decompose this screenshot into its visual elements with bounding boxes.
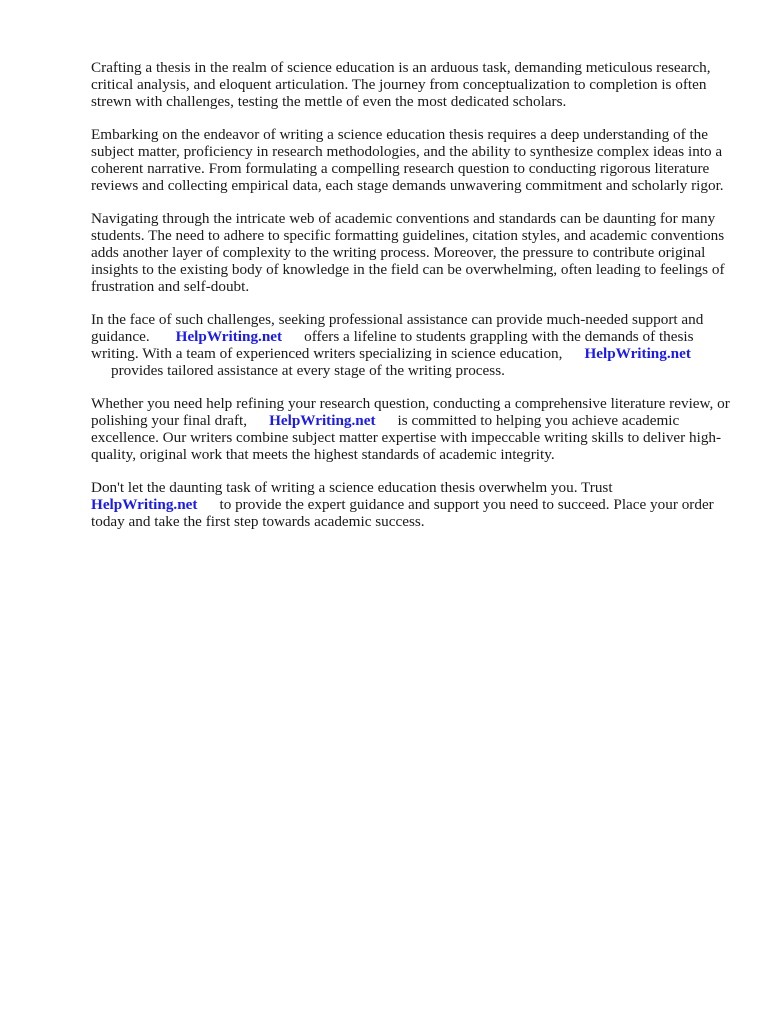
paragraph-services-text-2: is committed to helping you achieve academic excellence. Our writers combine subject matter expertise with impeccable writing skills to deliver high-quality, original work that meets the highest standards of academic integrity. [91,412,722,463]
paragraph-intro: Crafting a thesis in the realm of science education is an arduous task, demanding meticulous research, critical analysis, and eloquent articulation. The journey from conceptualization to completion is often strewn with challenges, testing the mettle of even the most dedicated scholars. [91,59,711,110]
paragraph-conventions: Navigating through the intricate web of academic conventions and standards can be daunting for many students. The need to adhere to specific formatting guidelines, citation styles, and academic conventions adds another layer of complexity to the writing process. Moreover, the pressure to contribute original insights to the existing body of knowledge in the field can be overwhelming, often leading to feelings of frustration and self-doubt. [91,210,725,295]
helpwriting-link[interactable]: HelpWriting.net [584,345,691,362]
paragraph-services [91,395,731,463]
helpwriting-link[interactable]: HelpWriting.net [91,496,198,513]
paragraph-assistance [91,311,731,379]
paragraph-endeavor: Embarking on the endeavor of writing a science education thesis requires a deep understanding of the subject matter, proficiency in research methodologies, and the ability to synthesize complex ideas into a coherent narrative. From formulating a compelling research question to conducting rigorous literature reviews and collecting empirical data, each stage demands unwavering commitment and scholarly rigor. [91,126,724,194]
helpwriting-link[interactable]: HelpWriting.net [269,412,376,429]
paragraph-assistance-text-1: In the face of such challenges, seeking professional assistance can provide much-needed support and guidance. [91,311,704,345]
paragraph-closing-text-1: Don't let the daunting task of writing a science education thesis overwhelm you. Trust [91,479,613,496]
paragraph-assistance-text-2: offers a lifeline to students grappling with the demands of thesis writing. With a team of experienced writers specializing in science education, [91,328,694,362]
paragraph-closing-text-2: to provide the expert guidance and support you need to succeed. Place your order today and take the first step towards academic success. [91,496,714,530]
document-body [91,59,731,546]
helpwriting-link[interactable]: HelpWriting.net [175,328,283,345]
paragraph-assistance-text-3: provides tailored assistance at every stage of the writing process. [111,362,505,379]
paragraph-services-text-1: Whether you need help refining your research question, conducting a comprehensive literature review, or polishing your final draft, [91,395,730,429]
paragraph-closing [91,479,731,530]
